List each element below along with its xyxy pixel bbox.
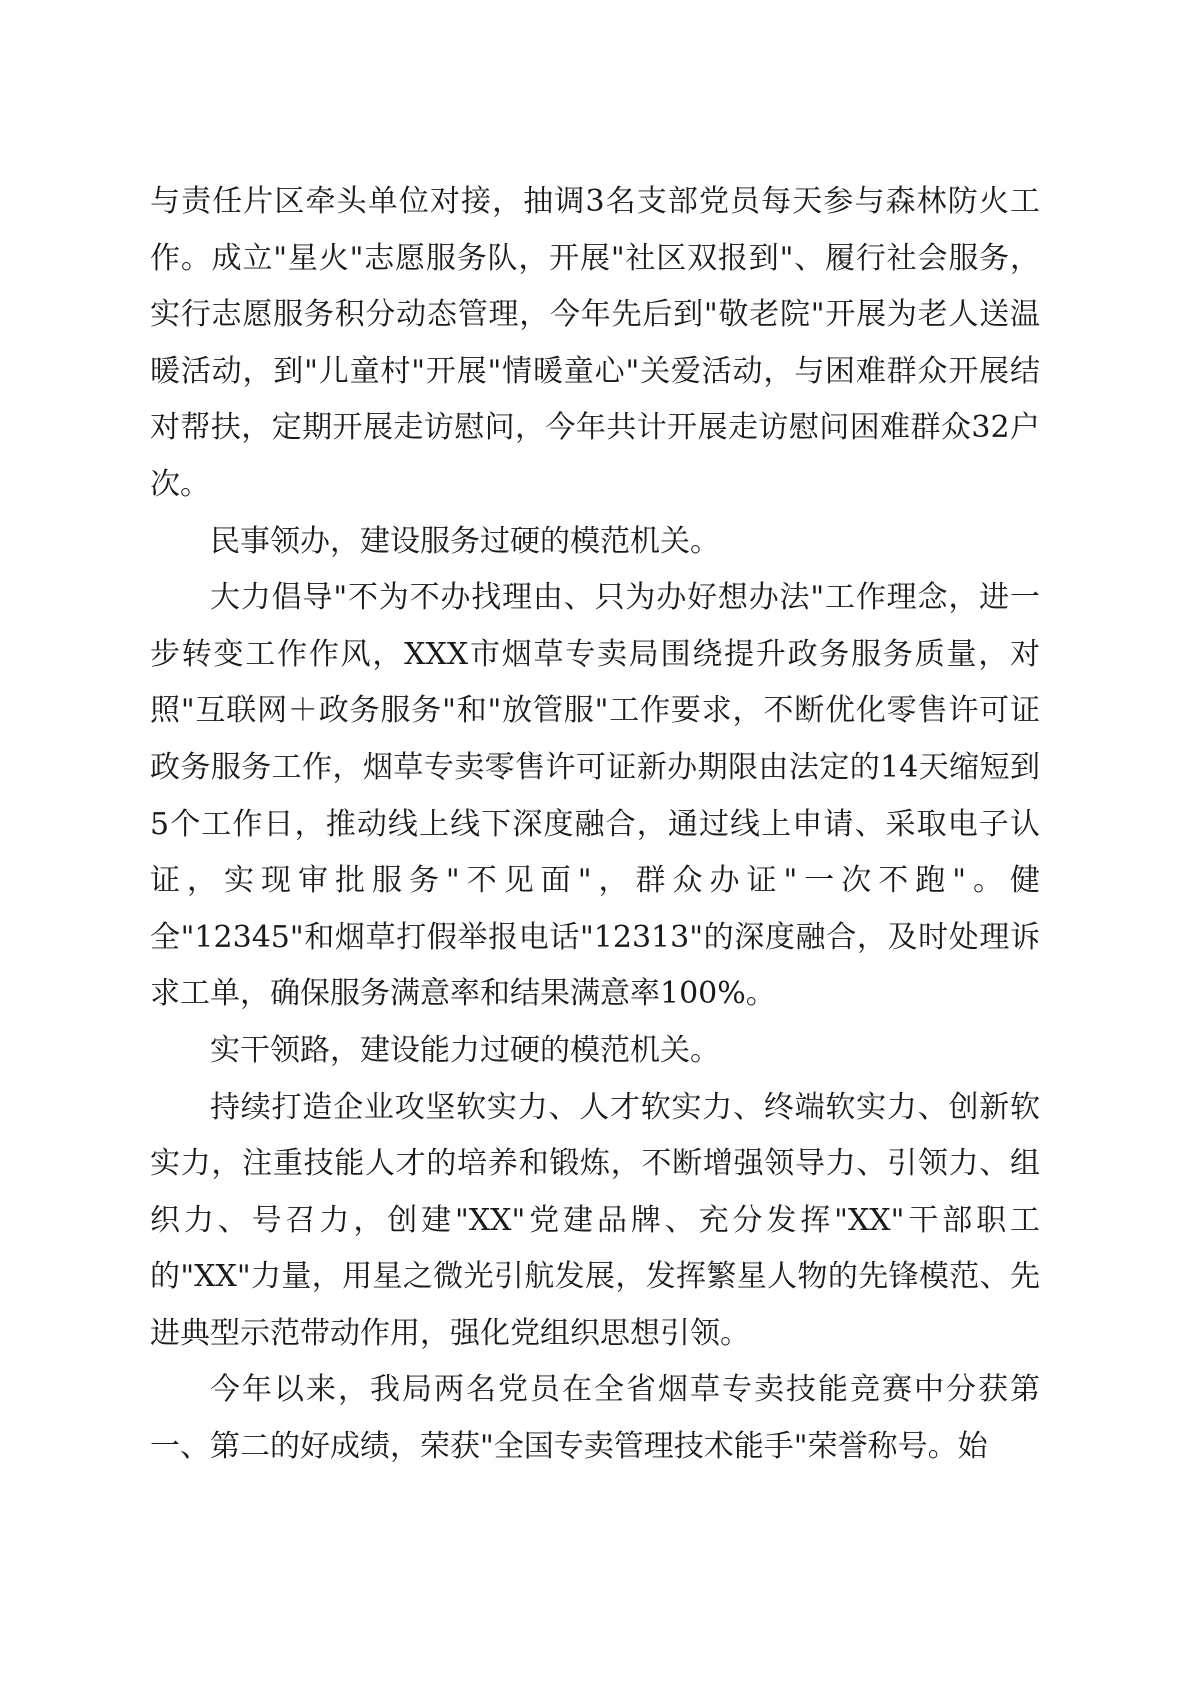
section-heading-2: 实干领路，建设能力过硬的模范机关。 (210, 1032, 720, 1068)
document-page (150, 174, 1040, 1476)
section-heading-1: 民事领办，建设服务过硬的模范机关。 (210, 523, 720, 559)
body-paragraph-3: 持续打造企业攻坚软实力、人才软实力、终端软实力、创新软实力，注重技能人才的培养和锻炼，不断增强领导力、引领力、组织力、号召力，创建"XX"党建品牌、充分发挥"XX"干部职工的"XX"力量，用星之微光引航发展，发挥繁星人物的先锋模范、先进典型示范带动作用，强化党组织思想引领。 (150, 1089, 1040, 1351)
body-paragraph-4: 今年以来，我局两名党员在全省烟草专卖技能竞赛中分获第一、第二的好成绩，荣获"全国专卖管理技术能手"荣誉称号。始 (150, 1372, 1040, 1465)
body-paragraph-1: 与责任片区牵头单位对接，抽调3名支部党员每天参与森林防火工作。成立"星火"志愿服务队，开展"社区双报到"、履行社会服务，实行志愿服务积分动态管理，今年先后到"敬老院"开展为老人送温暖活动，到"儿童村"开展"情暖童心"关爱活动，与困难群众开展结对帮扶，定期开展走访慰问，今年共计开展走访慰问困难群众32户次。 (150, 184, 1040, 502)
body-paragraph-2: 大力倡导"不为不办找理由、只为办好想办法"工作理念，进一步转变工作作风，XXX市烟草专卖局围绕提升政务服务质量，对照"互联网＋政务服务"和"放管服"工作要求，不断优化零售许可证政务服务工作，烟草专卖零售许可证新办期限由法定的14天缩短到5个工作日，推动线上线下深度融合，通过线上申请、采取电子认证，实现审批服务"不见面"，群众办证"一次不跑"。健全"12345"和烟草打假举报电话"12313"的深度融合，及时处理诉求工单，确保服务满意率和结果满意率100%。 (150, 580, 1040, 1012)
